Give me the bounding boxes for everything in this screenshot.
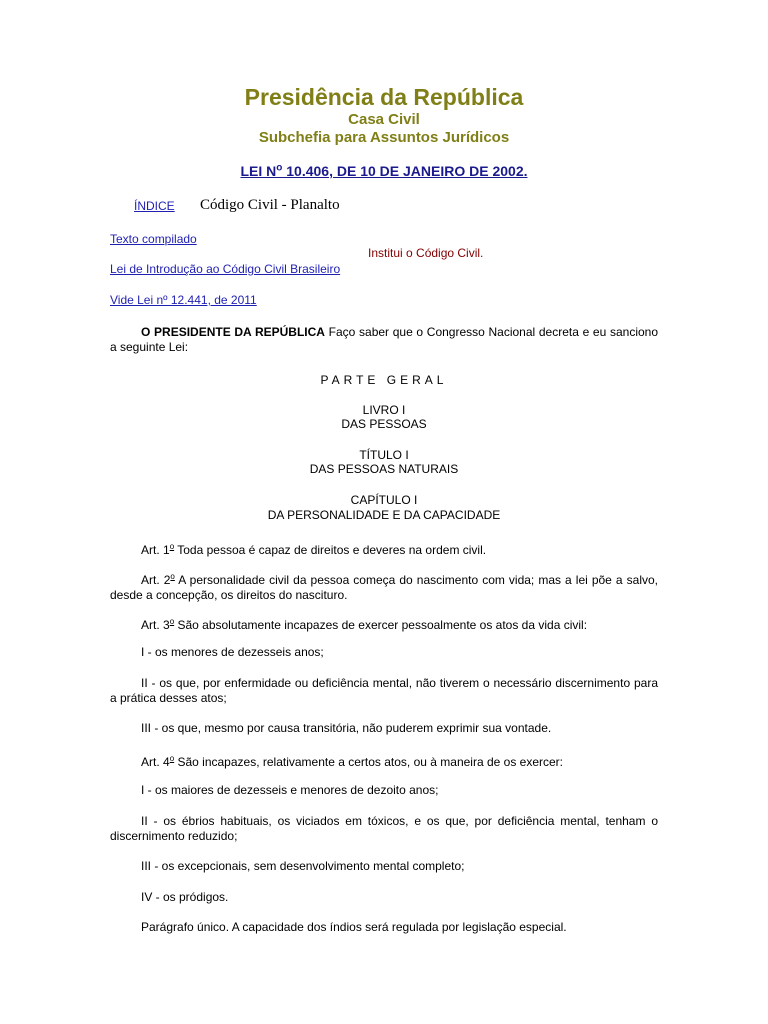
art3-inciso-iii — [110, 721, 658, 736]
ementa: Institui o Código Civil. — [368, 246, 484, 260]
art4-inciso-iv — [110, 890, 658, 905]
art3-ii-text: II - os que, por enfermidade ou deficiência mental, não tiverem o necessário discernimento para a prática desses atos; — [110, 676, 658, 705]
law-title-link[interactable] — [240, 163, 527, 179]
art4-i-text: I - os maiores de dezesseis e menores de dezoito anos; — [141, 783, 439, 797]
art4-text: São incapazes, relativamente a certos atos, ou à maneira de os exercer: — [174, 755, 564, 769]
art2 — [110, 569, 658, 603]
art3-inciso-ii — [110, 676, 658, 706]
art3 — [110, 614, 658, 633]
header-title: Presidência da República — [244, 84, 524, 110]
indice-link[interactable]: ÍNDICE — [134, 199, 175, 213]
capitulo-title: DA PERSONALIDADE E DA CAPACIDADE — [267, 508, 501, 522]
parte-geral-heading: PARTE GERAL — [320, 373, 448, 387]
header-subtitle: Casa Civil — [348, 111, 420, 128]
art4 — [110, 751, 658, 770]
livro-heading: LIVRO I — [362, 403, 406, 417]
art4-ii-text: II - os ébrios habituais, os viciados em tóxicos, e os que, por deficiência mental, tenham o discernimento reduzido; — [110, 814, 658, 843]
art1 — [110, 539, 658, 558]
art4-iii-text: III - os excepcionais, sem desenvolvimento mental completo; — [141, 859, 465, 873]
art4-label: Art. 4 — [141, 755, 170, 769]
preamble-bold: O PRESIDENTE DA REPÚBLICA — [141, 325, 325, 339]
art3-text: São absolutamente incapazes de exercer pessoalmente os atos da vida civil: — [174, 618, 588, 632]
art2-text: A personalidade civil da pessoa começa do nascimento com vida; mas a lei põe a salvo, desde a concepção, os direitos do nascituro. — [110, 573, 658, 602]
art3-inciso-i — [110, 645, 658, 660]
vide-lei-link[interactable]: Vide Lei nº 12.441, de 2011 — [110, 293, 257, 307]
art4-inciso-ii — [110, 814, 658, 844]
art2-label: Art. 2 — [141, 573, 171, 587]
livro-title: DAS PESSOAS — [341, 417, 427, 431]
art4-inciso-iii — [110, 859, 658, 874]
preamble — [110, 325, 658, 355]
header-subchefia: Subchefia para Assuntos Jurídicos — [258, 129, 510, 146]
lei-introducao-link[interactable]: Lei de Introdução ao Código Civil Brasileiro — [110, 262, 341, 276]
law-sup: o — [276, 162, 283, 173]
art1-sup: o — [169, 542, 175, 551]
titulo-heading: TÍTULO I — [359, 448, 409, 462]
capitulo-heading: CAPÍTULO I — [350, 493, 418, 507]
art3-iii-text: III - os que, mesmo por causa transitória, não puderem exprimir sua vontade. — [141, 721, 552, 735]
art4-inciso-i — [110, 783, 658, 798]
art3-label: Art. 3 — [141, 618, 170, 632]
law-title[interactable] — [0, 162, 768, 179]
art3-i-text: I - os menores de dezesseis anos; — [141, 645, 324, 659]
art4-paragrafo-unico — [110, 920, 658, 935]
art2-sup: o — [170, 572, 175, 581]
codigo-civil-label: Código Civil - Planalto — [200, 197, 340, 213]
art4-iv-text: IV - os pródigos. — [141, 890, 229, 904]
texto-compilado-link[interactable]: Texto compilado — [110, 232, 197, 246]
art4-paragrafo-text: Parágrafo único. A capacidade dos índios será regulada por legislação especial. — [141, 920, 567, 934]
law-prefix: LEI N — [240, 162, 277, 179]
preamble-text: Faço saber que o Congresso Nacional decreta e eu sanciono a seguinte Lei: — [110, 325, 659, 354]
art1-text: Toda pessoa é capaz de direitos e deveres na ordem civil. — [174, 543, 487, 557]
art3-sup: o — [169, 617, 175, 626]
art1-label: Art. 1 — [141, 543, 170, 557]
law-rest: 10.406, DE 10 DE JANEIRO DE 2002. — [282, 162, 528, 179]
art4-sup: o — [169, 754, 175, 763]
titulo-title: DAS PESSOAS NATURAIS — [309, 462, 459, 476]
